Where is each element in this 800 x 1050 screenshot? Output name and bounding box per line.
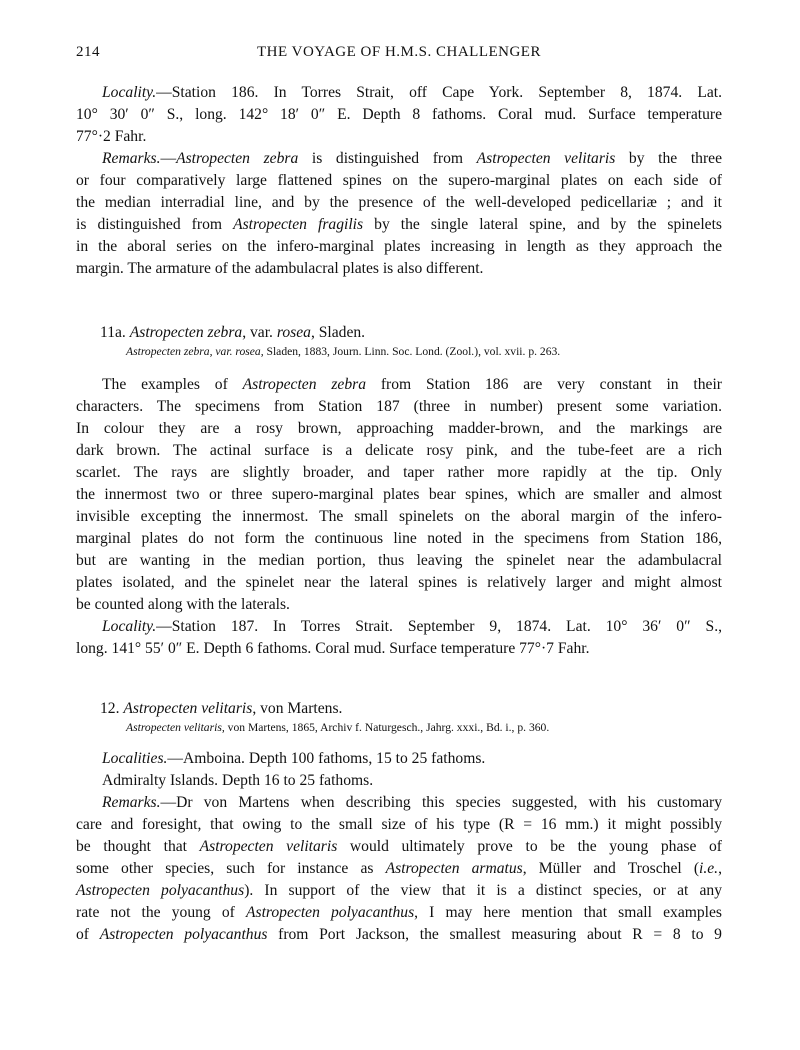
remarks-line: margin. The armature of the adambulacral plates is also different. [76, 260, 484, 277]
page-number: 214 [76, 44, 100, 60]
section-zebra-end [76, 82, 722, 280]
remarks-line: rate not the young of Astropecten polyacanthus, I may here mention that small examples [76, 904, 722, 921]
section-11a-body [76, 374, 722, 660]
section-12 [76, 698, 722, 736]
section-12-body [76, 748, 722, 946]
remarks-line: Remarks.—Dr von Martens when describing this species suggested, with his customary [102, 794, 722, 811]
body-line: invisible excepting the innermost. The small spinelets on the aboral margin of the infero- [76, 508, 722, 525]
species-citation: Astropecten velitaris, von Martens, 1865, Archiv f. Naturgesch., Jahrg. xxxi., Bd. i., p. 360. [126, 721, 550, 734]
remarks-line: or four comparatively large flattened spines on the supero-marginal plates on each side of [76, 172, 722, 189]
body-line: characters. The specimens from Station 187 (three in number) present some variation. [76, 398, 722, 415]
locality-line: Locality.—Station 186. In Torres Strait, off Cape York. September 8, 1874. Lat. [102, 84, 722, 101]
remarks-line: care and foresight, that owing to the small size of his type (R = 16 mm.) it might possibly [76, 816, 722, 833]
body-line: the innermost two or three supero-marginal plates bear spines, which are smaller and almost [76, 486, 722, 503]
remarks-line: Astropecten polyacanthus). In support of the view that it is a distinct species, or at any [76, 882, 722, 899]
body-line: marginal plates do not form the continuous line noted in the specimens from Station 186, [76, 530, 722, 547]
body-line: scarlet. The rays are slightly broader, and taper rather more rapidly at the tip. Only [76, 464, 722, 481]
species-heading: 12. Astropecten velitaris, von Martens. [100, 700, 343, 717]
locality-line: Locality.—Station 187. In Torres Strait. September 9, 1874. Lat. 10° 36′ 0″ S., [102, 618, 722, 635]
remarks-line: Remarks.—Astropecten zebra is distinguished from Astropecten velitaris by the three [102, 150, 722, 167]
body-line: plates isolated, and the spinelet near the lateral spines is relatively larger and might almost [76, 574, 722, 591]
body-line: The examples of Astropecten zebra from Station 186 are very constant in their [102, 376, 722, 393]
body-line: be counted along with the laterals. [76, 596, 290, 613]
species-citation: Astropecten zebra, var. rosea, Sladen, 1883, Journ. Linn. Soc. Lond. (Zool.), vol. xvii. p. 263. [126, 345, 561, 358]
remarks-line: the median interradial line, and by the presence of the well-developed pedicellariæ ; and it [76, 194, 722, 211]
remarks-line: in the aboral series on the infero-marginal plates increasing in length as they approach the [76, 238, 722, 255]
body-line: dark brown. The actinal surface is a delicate rosy pink, and the tube-feet are a rich [76, 442, 722, 459]
body-line: but are wanting in the median portion, thus leaving the spinelet near the adambulacral [76, 552, 722, 569]
locality-line: Admiralty Islands. Depth 16 to 25 fathoms. [102, 772, 374, 789]
species-heading: 11a. Astropecten zebra, var. rosea, Sladen. [100, 324, 366, 341]
locality-line: 77°·2 Fahr. [76, 128, 147, 145]
locality-line: long. 141° 55′ 0″ E. Depth 6 fathoms. Coral mud. Surface temperature 77°·7 Fahr. [76, 640, 590, 657]
running-title: THE VOYAGE OF H.M.S. CHALLENGER [257, 44, 541, 60]
remarks-line: is distinguished from Astropecten fragilis by the single lateral spine, and by the spinelets [76, 216, 722, 233]
remarks-line: some other species, such for instance as Astropecten armatus, Müller and Troschel (i.e., [76, 860, 722, 877]
remarks-line: be thought that Astropecten velitaris would ultimately prove to be the young phase of [76, 838, 722, 855]
remarks-line: of Astropecten polyacanthus from Port Jackson, the smallest measuring about R = 8 to 9 [76, 926, 722, 943]
locality-line: 10° 30′ 0″ S., long. 142° 18′ 0″ E. Depth 8 fathoms. Coral mud. Surface temperature [76, 106, 722, 123]
section-11a [76, 322, 722, 360]
locality-line: Localities.—Amboina. Depth 100 fathoms, 15 to 25 fathoms. [102, 750, 486, 767]
body-line: In colour they are a rosy brown, approaching madder-brown, and the markings are [76, 420, 722, 437]
